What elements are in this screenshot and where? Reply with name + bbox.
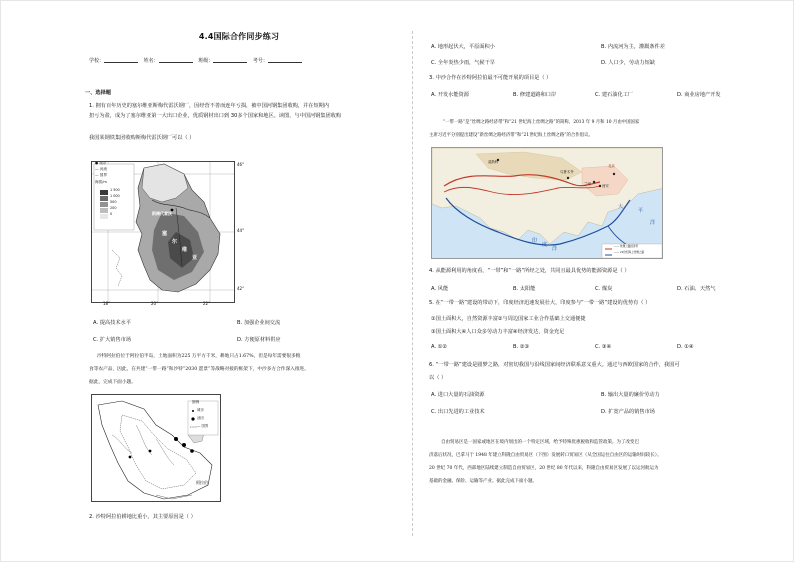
passage2-line1: “一带一路”是“丝绸之路经济带”和“21 世纪海上丝绸之路”的简称，2013 年 9 月和 10 月由中国国家 [443, 120, 640, 125]
map1-country-char1: 塞 [162, 231, 168, 237]
q2-option-a[interactable]: A. 地形起伏大，平原面积小 [431, 44, 495, 50]
map3-beijing: 北京 [608, 164, 615, 168]
map1-country-char3: 维 [182, 247, 188, 253]
passage3-line1: 自由贸易区是一国家或地区在境内划出的一个特定区域，给予特殊优惠税收和监管政策。为了改变巴 [441, 440, 639, 445]
q6-text-line1: 6. “一带一路”建设是圆梦之路，对密切我国与沿线国家间经济联系意义重大。通过与西欧国家的合作，我国可 [429, 362, 680, 368]
passage3-line4: 基础的金融、保险、运输等产业。据此完成下面小题。 [429, 479, 537, 484]
q1-option-b[interactable]: B. 加强企业间交流 [237, 320, 281, 326]
q6-option-c[interactable]: C. 出口先进的工业技术 [431, 409, 485, 415]
q1-text-line3: 我国某钢铁集团收购斯梅代雷沃钢厂可以（ ） [89, 135, 195, 141]
map1-lon-20: 20° [151, 301, 159, 306]
map1-elev-1500: 1 500 [110, 188, 120, 192]
q2-text: 2. 沙特阿拉伯耕地比重小，其主要原因是（ ） [89, 514, 196, 520]
student-info-line [89, 57, 389, 64]
q5-option-a[interactable]: A. ①② [431, 344, 448, 350]
name-blank[interactable] [159, 58, 193, 63]
map1-lat-46: 46° [237, 162, 245, 167]
q5-item-line1: ①国土面积大，自然资源丰富②与周边国家工业合作基础上交通便捷 [431, 316, 586, 322]
map3-legend-land: —— 丝绸之路经济带 [614, 245, 639, 248]
map3-indian-char3: 洋 [552, 246, 558, 252]
q4-option-a[interactable]: A. 风能 [431, 286, 449, 292]
map2-label: 阿拉伯 [196, 480, 208, 485]
map1-country-char4: 亚 [192, 255, 198, 261]
q4-option-b[interactable]: B. 太阳能 [513, 286, 536, 292]
class-blank[interactable] [213, 58, 247, 63]
exam-no-label: 考号： [252, 58, 268, 64]
q4-option-c[interactable]: C. 煤炭 [595, 286, 613, 292]
map1-lon-18: 18° [103, 301, 111, 306]
map3-xian: 西安 [602, 184, 609, 188]
map1-legend-elevation: 海拔/m [95, 180, 107, 184]
passage1-line3: 据此，完成下面小题。 [89, 380, 136, 385]
q1-text-line2: 扭亏为盈，成为了塞尔维亚第一大出口企业，优质钢材出口到 30多个国家和地区。读图，与中国河钢集团收购 [89, 113, 342, 119]
map1-lon-22: 22° [203, 301, 211, 306]
map3-lanzhou: 兰州 [584, 182, 591, 186]
document-title: 4.4国际合作同步练习 [198, 32, 280, 41]
map3-legend-sea: —— 21世纪海上丝绸之路 [614, 251, 645, 254]
q2-option-d[interactable]: D. 人口少，劳动力短缺 [601, 60, 655, 66]
map1-country-char2: 尔 [172, 239, 178, 245]
map2-legend-title: 图例 [192, 400, 200, 404]
serbia-map [91, 161, 235, 303]
passage3-line3: 20 世纪 70 年代，西部地区陆续建立制造自由贸易区，20 世纪 80 年代以来，科隆自由贸易区发展了以运河航运为 [429, 466, 659, 471]
belt-road-map [431, 147, 663, 259]
map1-lat-42: 42° [237, 286, 245, 291]
column-divider [412, 31, 413, 536]
map2-legend-border: — 国界 [197, 424, 209, 428]
q2-option-c[interactable]: C. 全年炎热少雨，气候干旱 [431, 60, 495, 66]
q1-text-line1: 1. 拥有百年历史的塞尔维亚斯梅代雷沃钢厂，因经营不善而连年亏损，被中国河钢集团收购，并在短期内 [89, 103, 330, 109]
section-heading: 一、选择题 [85, 90, 111, 96]
q1-option-c[interactable]: C. 扩大销售市场 [93, 337, 132, 343]
q1-option-d[interactable]: D. 方便原材料供应 [237, 337, 281, 343]
map3-pacific-char2: 平 [638, 208, 644, 214]
q1-option-a[interactable]: A. 提高技术水平 [93, 320, 131, 326]
map1-legend-river: — 河流 [95, 167, 107, 171]
q6-text-line2: 以（ ） [429, 375, 447, 381]
passage1-line2: 食等农产品，因此，在共建“一带一路”和沙特“2030 愿景”等战略对接的框架下，中沙多方合作深入推进。 [89, 367, 309, 372]
map2-legend-city: 城市 [197, 408, 204, 412]
map1-lat-44: 44° [237, 228, 245, 233]
q6-option-d[interactable]: D. 扩宽产品的销售市场 [601, 409, 655, 415]
map3-pacific-char3: 洋 [650, 220, 656, 226]
map1-legend-city: ● 城市 [95, 161, 107, 165]
exam-no-blank[interactable] [268, 58, 302, 63]
saudi-map [91, 394, 221, 502]
map1-elev-0: 0 [110, 212, 113, 216]
map1-elev-200: 200 [110, 206, 117, 210]
q6-option-a[interactable]: A. 进口大量的石油资源 [431, 392, 485, 398]
q4-option-d[interactable]: D. 石油、天然气 [677, 286, 716, 292]
q4-text: 4. 从能源利用的角度看，“一带”和“一路”所经之处，共同且最具优势的能源资源是（ ） [429, 268, 630, 274]
q6-option-b[interactable]: B. 输出大量的廉价劳动力 [601, 392, 660, 398]
map3-pacific-char1: 大 [618, 204, 624, 210]
class-label: 班级： [198, 58, 214, 64]
q3-option-a[interactable]: A. 开发水能资源 [431, 92, 469, 98]
q3-option-d[interactable]: D. 商业房地产开发 [677, 92, 721, 98]
belt-road-map-figure [432, 148, 663, 259]
map1-elev-500: 500 [110, 200, 117, 204]
q5-text: 5. 在“一带一路”建设的带动下，印度经济迅速发展壮大，印度参与“一带一路”建设的优势有（ ） [429, 300, 651, 306]
passage1-line1: 沙特阿拉伯位于阿拉伯半岛，土地面积为225 万平方千米，耕地只占1.67%，但是每年需要很多粮 [97, 354, 301, 359]
q3-option-b[interactable]: B. 修建道路和口岸 [513, 92, 557, 98]
q5-option-b[interactable]: B. ②③ [513, 344, 530, 350]
map2-legend-oilfield: 油田 [197, 416, 204, 420]
school-blank[interactable] [104, 58, 138, 63]
q5-option-c[interactable]: C. ③④ [595, 344, 612, 350]
q3-text: 3. 中沙合作在沙特阿拉伯最不可能开展的项目是（ ） [429, 75, 552, 81]
q2-option-b[interactable]: B. 内流河为主，灌溉条件差 [601, 44, 665, 50]
q5-item-line2: ③国土面积大④人口众多劳动力丰富④经济发达，资金充足 [431, 329, 565, 335]
passage2-line2: 主席习近平分别提出建设“新丝绸之路经济带”和“21世纪海上丝绸之路”的合作倡议。 [429, 133, 593, 138]
map1-legend-border: — 国界 [95, 173, 107, 177]
map3-indian-char1: 印 [532, 238, 538, 244]
map1-city-label: 斯梅代雷沃 [152, 211, 172, 216]
map1-elev-1000: 1 000 [110, 194, 120, 198]
map3-moscow: 莫斯科 [488, 160, 499, 164]
map3-indian-char2: 度 [542, 242, 548, 248]
passage3-line2: 济落后状况，巴拿马于 1948 年建立科隆自由贸易区（下图）发展转口贸易区（从全国运往自由区的运输时间较长）。 [429, 453, 662, 458]
map3-urumqi: 乌鲁木齐 [560, 170, 574, 174]
school-label: 学校： [89, 58, 105, 64]
name-label: 姓名： [143, 58, 159, 64]
q5-option-d[interactable]: D. ①④ [677, 344, 694, 350]
q3-option-c[interactable]: C. 建石油化工厂 [595, 92, 634, 98]
